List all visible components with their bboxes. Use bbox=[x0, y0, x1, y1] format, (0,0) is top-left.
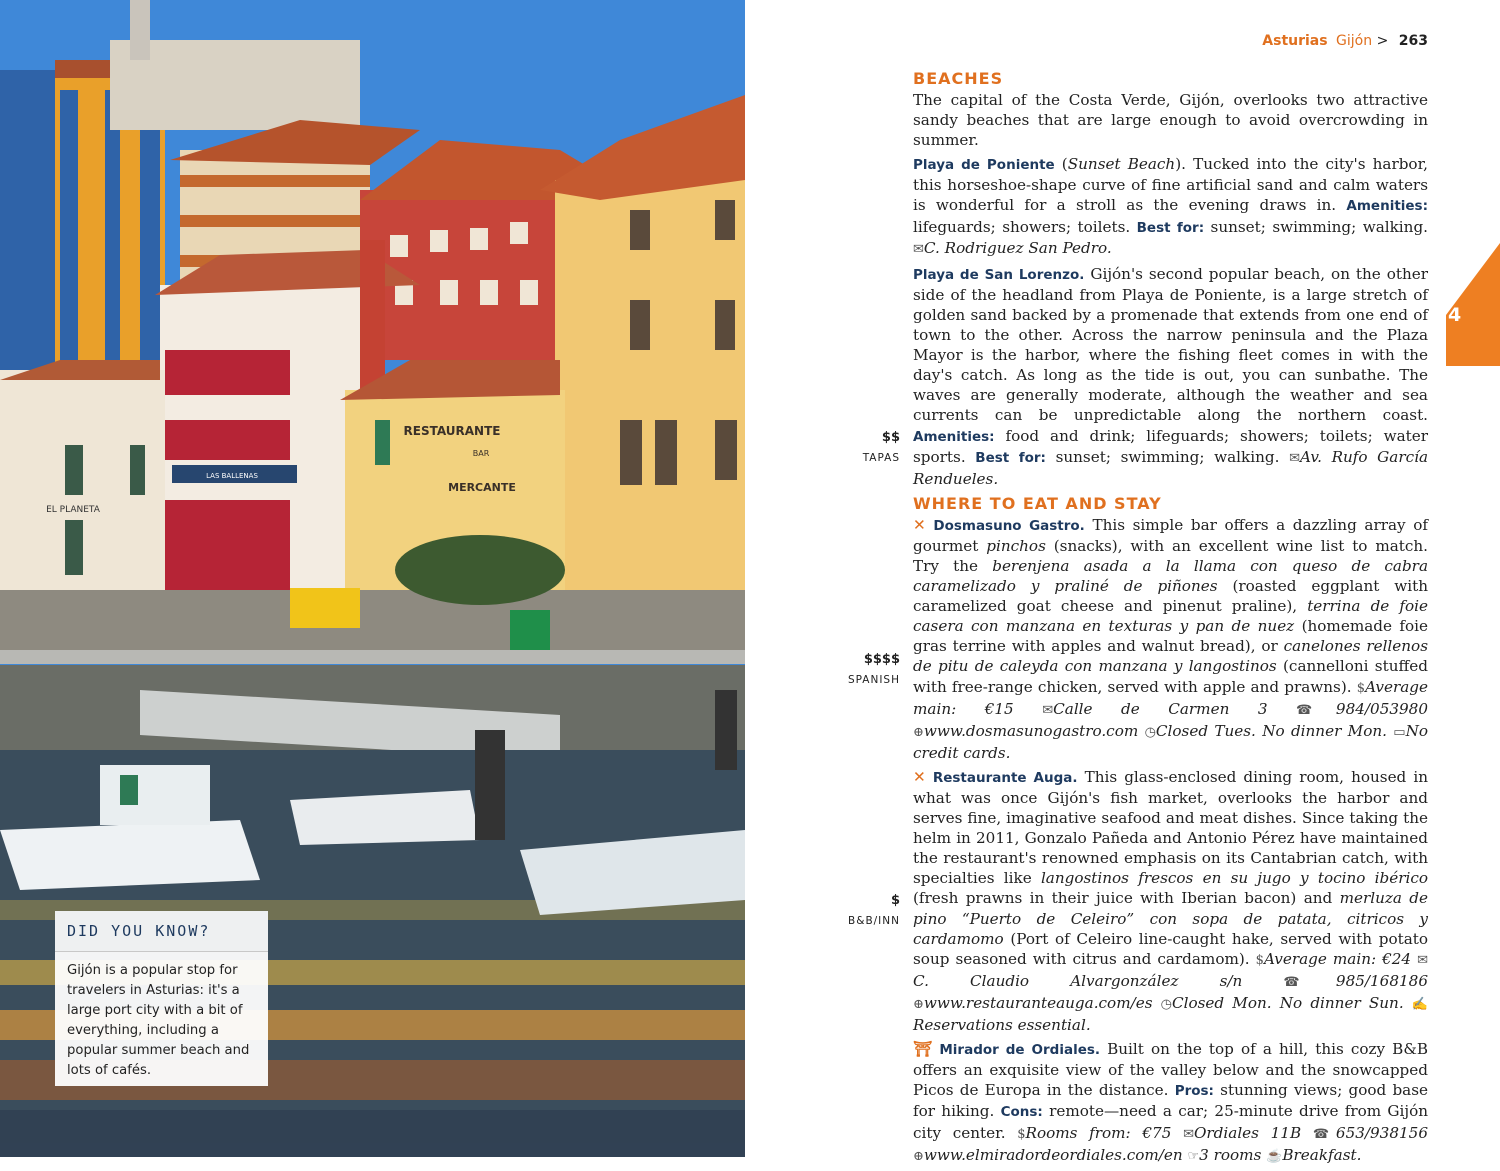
mirador-rooms: 3 rooms bbox=[1199, 1145, 1262, 1164]
auga-text-3: (Port of Celeiro line-caught hake, served with potato soup seasoned with citrus and cardamom). bbox=[913, 929, 1428, 968]
beaches-intro: The capital of the Costa Verde, Gijón, overlooks two attractive sandy beaches that are large enough to avoid overcrowding in summer. bbox=[913, 91, 1428, 150]
auga-website[interactable]: www.restauranteauga.com/es bbox=[923, 993, 1153, 1012]
auga-reservations: Reservations essential. bbox=[913, 1016, 1091, 1035]
phone-icon: ☎ bbox=[1312, 1126, 1336, 1142]
poniente-best-label: Best for: bbox=[1136, 219, 1205, 236]
auga-text-1: This glass-enclosed dining room, housed in what was once Gijón's fish market, overlooks the harbor and serves fine, imaginative seafood and meat dishes. Since taking the helm in 2011, Gonzalo Pañeda and Antonio Pérez have maintained the restaurant's renowned emphasis on its Cantabrian catch, with specialties like bbox=[913, 767, 1428, 888]
sign-mercante: MERCANTE bbox=[448, 481, 516, 494]
mirador-cons: remote—need a car; 25-minute drive from Gijón city center. bbox=[913, 1102, 1429, 1142]
price-auga: $$$$ bbox=[863, 652, 900, 667]
san-lorenzo-best-label: Best for: bbox=[975, 449, 1046, 466]
san-lorenzo-amenities: food and drink; lifeguards; showers; toilets; water sports. bbox=[913, 426, 1429, 466]
address-icon: ✉ bbox=[1417, 952, 1429, 968]
price-icon: $ bbox=[1356, 680, 1366, 696]
header-separator: > bbox=[1376, 33, 1389, 49]
sign-el-planeta: EL PLANETA bbox=[46, 505, 100, 515]
mirador-address: Ordiales 11B bbox=[1193, 1123, 1302, 1142]
dosmasuno-name: Dosmasuno Gastro. bbox=[933, 517, 1085, 534]
mirador-cons-label: Cons: bbox=[1000, 1104, 1043, 1121]
poniente-name: Playa de Poniente bbox=[913, 157, 1055, 174]
running-header bbox=[1262, 33, 1428, 49]
header-city: Gijón bbox=[1336, 33, 1373, 49]
dosmasuno-phone: 984/053980 bbox=[1335, 699, 1429, 718]
restaurant-icon: ✕ bbox=[913, 515, 926, 534]
clock-icon: ◷ bbox=[1160, 996, 1172, 1012]
page-number: 263 bbox=[1398, 33, 1428, 49]
auga-term-2: merluza de pino “Puerto de Celeiro” con sopa de patata, citricos y cardamomo bbox=[913, 889, 1429, 948]
mirador-meals: Breakfast. bbox=[1282, 1145, 1362, 1164]
type-auga: SPANISH bbox=[847, 674, 900, 686]
harbor-photo bbox=[0, 0, 745, 1157]
main-text-column bbox=[913, 68, 1428, 1171]
mirador-name: Mirador de Ordiales. bbox=[939, 1042, 1101, 1059]
price-label-dosmasuno bbox=[820, 428, 900, 468]
price-label-auga bbox=[820, 650, 900, 690]
mirador-phone: 653/938156 bbox=[1335, 1123, 1428, 1142]
restaurant-icon: ✕ bbox=[913, 767, 926, 786]
san-lorenzo-address: Av. Rufo García Rendueles. bbox=[913, 447, 1429, 488]
phone-icon: ☎ bbox=[1296, 702, 1336, 718]
sign-las-ballenas: LAS BALLENAS bbox=[206, 472, 258, 480]
dosmasuno-term-4: canelones rellenos de pitu de caleyda con manzana y langostinos bbox=[913, 637, 1428, 676]
price-label-mirador bbox=[820, 891, 900, 931]
mirador-website[interactable]: www.elmiradordeordiales.com/en bbox=[923, 1145, 1183, 1164]
mirador-text: Built on the top of a hill, this cozy B&B offers an exquisite view of the valley below and the snowcapped Picos de Europa in the distance. bbox=[913, 1040, 1428, 1100]
dosmasuno-term-2: berenjena asada a la llama con queso de cabra caramelizado y praliné de piñones bbox=[913, 556, 1429, 596]
poniente-amenities-label: Amenities: bbox=[1346, 198, 1428, 215]
beaches-heading: BEACHES bbox=[913, 69, 1004, 88]
auga-name: Restaurante Auga. bbox=[932, 769, 1078, 786]
auga-text-2: (fresh prawns in their juice with Iberian bacon) and bbox=[913, 889, 1340, 908]
eat-stay-heading: WHERE TO EAT AND STAY bbox=[913, 493, 1162, 513]
meal-icon: ☕ bbox=[1266, 1148, 1283, 1164]
entry-dosmasuno bbox=[913, 515, 1428, 763]
credit-card-icon: ▭ bbox=[1393, 724, 1406, 740]
san-lorenzo-name: Playa de San Lorenzo. bbox=[913, 266, 1085, 283]
entry-mirador bbox=[913, 1039, 1428, 1167]
mirador-pros: stunning views; good base for hiking. bbox=[913, 1081, 1429, 1121]
auga-phone: 985/168186 bbox=[1335, 971, 1428, 990]
san-lorenzo-text: Gijón's second popular beach, on the other side of the headland from Playa de Poniente, is a large stretch of golden sand backed by a promenade that extends from one end of town to the other. Across the narrow peninsula and the Plaza Mayor is the harbor, where the fishing fleet comes in with the day's catch. As long as the tide is out, you can sunbathe. The waves are generally moderate, although the weather and sea currents can be unpredictable along the northern coast. bbox=[913, 264, 1428, 425]
mirador-pros-label: Pros: bbox=[1174, 1083, 1214, 1100]
type-dosmasuno: TAPAS bbox=[862, 452, 900, 464]
san-lorenzo-amenities-label: Amenities: bbox=[913, 428, 995, 445]
address-icon: ✉ bbox=[913, 241, 924, 257]
poniente-amenities: lifeguards; showers; toilets. bbox=[913, 217, 1131, 236]
chapter-number: 4 bbox=[1448, 304, 1462, 326]
header-section: Asturias bbox=[1262, 33, 1328, 49]
poniente-alt-name: Sunset Beach bbox=[1067, 155, 1176, 174]
poniente-address: C. Rodriguez San Pedro. bbox=[923, 238, 1112, 257]
poniente-best: sunset; swimming; walking. bbox=[1210, 217, 1428, 236]
mirador-rooms-from: Rooms from: €75 bbox=[1025, 1123, 1172, 1142]
sign-bar: BAR bbox=[472, 449, 490, 458]
phone-icon: ☎ bbox=[1283, 974, 1336, 990]
dosmasuno-website[interactable]: www.dosmasunogastro.com bbox=[923, 721, 1139, 740]
chapter-tab bbox=[1446, 243, 1500, 366]
did-you-know-box bbox=[55, 911, 268, 1086]
sign-restaurante: RESTAURANTE bbox=[403, 424, 501, 438]
dosmasuno-hours: Closed Tues. No dinner Mon. bbox=[1155, 721, 1387, 740]
dosmasuno-text-3: (roasted eggplant with caramelized goat cheese and pinenut praline), bbox=[913, 577, 1428, 616]
dosmasuno-text-1: This simple bar offers a dazzling array of gourmet bbox=[913, 515, 1429, 555]
address-icon: ✉ bbox=[1183, 1126, 1194, 1142]
price-mirador: $ bbox=[890, 893, 900, 908]
auga-avg-main: Average main: €24 bbox=[1263, 949, 1412, 968]
entry-auga bbox=[913, 767, 1428, 1035]
reservation-icon: ✍ bbox=[1411, 996, 1429, 1012]
dosmasuno-cards: No credit cards. bbox=[913, 721, 1429, 762]
price-icon: $ bbox=[1017, 1126, 1026, 1142]
web-icon: ⊕ bbox=[913, 1148, 924, 1164]
dosmasuno-text-2: (snacks), with an excellent wine list to match. Try the bbox=[913, 536, 1428, 575]
auga-address: C. Claudio Alvargonzález s/n bbox=[913, 971, 1243, 990]
san-lorenzo-best: sunset; swimming; walking. bbox=[1055, 447, 1280, 466]
did-you-know-title: DID YOU KNOW? bbox=[55, 911, 268, 952]
bed-icon: ☞ bbox=[1187, 1148, 1200, 1164]
auga-term-1: langostinos frescos en su jugo y tocino ibérico bbox=[1040, 869, 1428, 888]
address-icon: ✉ bbox=[1042, 702, 1054, 718]
web-icon: ⊕ bbox=[913, 724, 924, 740]
web-icon: ⊕ bbox=[913, 996, 924, 1012]
address-icon: ✉ bbox=[1289, 450, 1300, 466]
dosmasuno-text-4: (homemade foie gras terrine with apples and walnut bread), or bbox=[913, 617, 1428, 656]
entry-playa-san-lorenzo bbox=[913, 264, 1428, 489]
type-mirador: B&B/INN bbox=[848, 915, 900, 927]
entry-playa-poniente: Playa de Poniente (Sunset Beach). Tucked into the city's harbor, this horseshoe-shape curve of fine artificial sand and calm waters is wonderful for a stroll as the evening draws in. Amenities: lifeguards; showers; toilets. Best for: sunset; swimming; walking. ✉C. Rodriguez San Pedro. bbox=[913, 155, 1428, 257]
poniente-text: . Tucked into the city's harbor, this horseshoe-shape curve of fine artificial sand and calm waters is wonderful for a stroll as the evening draws in. bbox=[913, 155, 1428, 215]
dosmasuno-address: Calle de Carmen 3 bbox=[1053, 699, 1268, 718]
price-icon: $ bbox=[1255, 952, 1264, 968]
dosmasuno-avg-main: Average main: €15 bbox=[913, 677, 1429, 718]
dosmasuno-text-5: (cannelloni stuffed with free-range chicken, served with apple and prawns). bbox=[913, 657, 1428, 696]
dosmasuno-term-3: terrina de foie casera con manzana en texturas y pan de nuez bbox=[913, 597, 1429, 636]
auga-hours: Closed Mon. No dinner Sun. bbox=[1172, 993, 1404, 1012]
price-dosmasuno: $$ bbox=[881, 430, 900, 445]
hotel-icon: ⛩ bbox=[913, 1040, 933, 1059]
clock-icon: ◷ bbox=[1144, 724, 1156, 740]
did-you-know-body: Gijón is a popular stop for travelers in Asturias: it's a large port city with a bit of everything, including a popular summer beach and lots of cafés. bbox=[67, 963, 250, 1078]
dosmasuno-term-1: pinchos bbox=[986, 536, 1046, 555]
